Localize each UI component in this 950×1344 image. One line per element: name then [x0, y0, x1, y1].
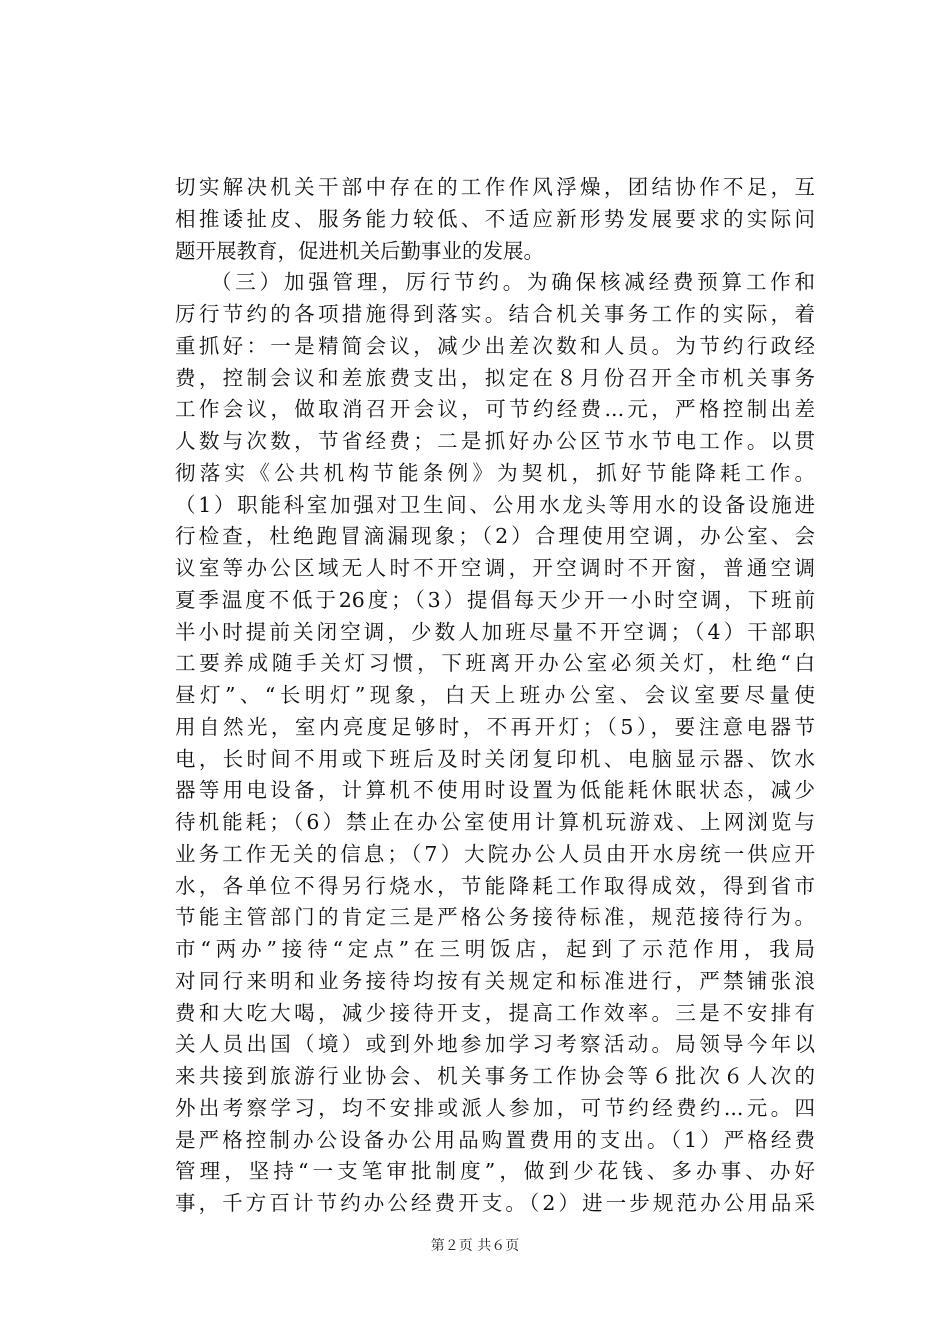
text-line: （三）加强管理，厉行节约。为确保核减经费预算工作和 — [211, 270, 815, 295]
text-line: 重抓好：一是精简会议，减少出差次数和人员。为节约行政经 — [175, 333, 815, 358]
text-line: 工作会议，做取消召开会议，可节约经费...元，严格控制出差 — [175, 397, 815, 422]
document-body — [175, 172, 815, 1220]
text-line: 夏季温度不低于26度；（3）提倡每天少开一小时空调，下班前 — [175, 587, 815, 612]
text-line: 事，千方百计节约办公经费开支。（2）进一步规范办公用品采 — [175, 1191, 815, 1215]
text-line: 市“两办”接待“定点”在三明饭店，起到了示范作用，我局 — [175, 937, 815, 961]
page-footer: 第２页 共６页 — [430, 1238, 520, 1254]
text-line: 议室等办公区域无人时不开空调，开空调时不开窗，普通空调 — [175, 556, 815, 580]
text-line: 器等用电设备，计算机不使用时设置为低能耗休眠状态，减少 — [175, 778, 815, 803]
text-line: 相推诿扯皮、服务能力较低、不适应新形势发展要求的实际问 — [175, 206, 815, 231]
text-line: 节能主管部门的肯定三是严格公务接待标准，规范接待行为。 — [175, 905, 815, 930]
text-line: 水，各单位不得另行烧水，节能降耗工作取得成效，得到省市 — [175, 873, 815, 898]
text-line: 厉行节约的各项措施得到落实。结合机关事务工作的实际，着 — [175, 302, 815, 326]
text-line: 外出考察学习，均不安排或派人参加，可节约经费约...元。四 — [175, 1095, 815, 1120]
text-line: 彻落实《公共机构节能条例》为契机，抓好节能降耗工作。 — [175, 460, 815, 485]
text-line: 业务工作无关的信息；（7）大院办公人员由开水房统一供应开 — [175, 841, 815, 866]
text-line: 费，控制会议和差旅费支出，拟定在８月份召开全市机关事务 — [175, 365, 815, 390]
text-line: 用自然光，室内亮度足够时，不再开灯；（5），要注意电器节 — [175, 714, 815, 739]
text-line: 待机能耗；（6）禁止在办公室使用计算机玩游戏、上网浏览与 — [175, 810, 815, 834]
text-line: 管理，坚持“一支笔审批制度”，做到少花钱、多办事、办好 — [175, 1159, 815, 1184]
text-line: 电，长时间不用或下班后及时关闭复印机、电脑显示器、饮水 — [175, 746, 815, 771]
text-line: 关人员出国（境）或到外地参加学习考察活动。局领导今年以 — [175, 1032, 815, 1057]
text-line: 费和大吃大喝，减少接待开支，提高工作效率。三是不安排有 — [175, 1000, 815, 1025]
text-line: 来共接到旅游行业协会、机关事务工作协会等６批次６人次的 — [175, 1064, 815, 1088]
text-line: 工要养成随手关灯习惯，下班离开办公室必须关灯，杜绝“白 — [175, 651, 815, 676]
text-line: 对同行来明和业务接待均按有关规定和标准进行，严禁铺张浪 — [175, 968, 815, 993]
text-line: 昼灯”、“长明灯”现象，白天上班办公室、会议室要尽量使 — [175, 683, 815, 707]
text-line: 半小时提前关闭空调，少数人加班尽量不开空调；（4）干部职 — [175, 619, 815, 644]
text-line: 人数与次数，节省经费；二是抓好办公区节水节电工作。以贯 — [175, 429, 815, 453]
text-line: 是严格控制办公设备办公用品购置费用的支出。（1）严格经费 — [175, 1127, 815, 1152]
text-line: （1）职能科室加强对卫生间、公用水龙头等用水的设备设施进 — [175, 492, 815, 517]
text-line: 题开展教育，促进机关后勤事业的发展。 — [175, 238, 544, 263]
text-line: 行检查，杜绝跑冒滴漏现象；（2）合理使用空调，办公室、会 — [175, 524, 815, 549]
text-line: 切实解决机关干部中存在的工作作风浮燥，团结协作不足，互 — [175, 175, 815, 199]
